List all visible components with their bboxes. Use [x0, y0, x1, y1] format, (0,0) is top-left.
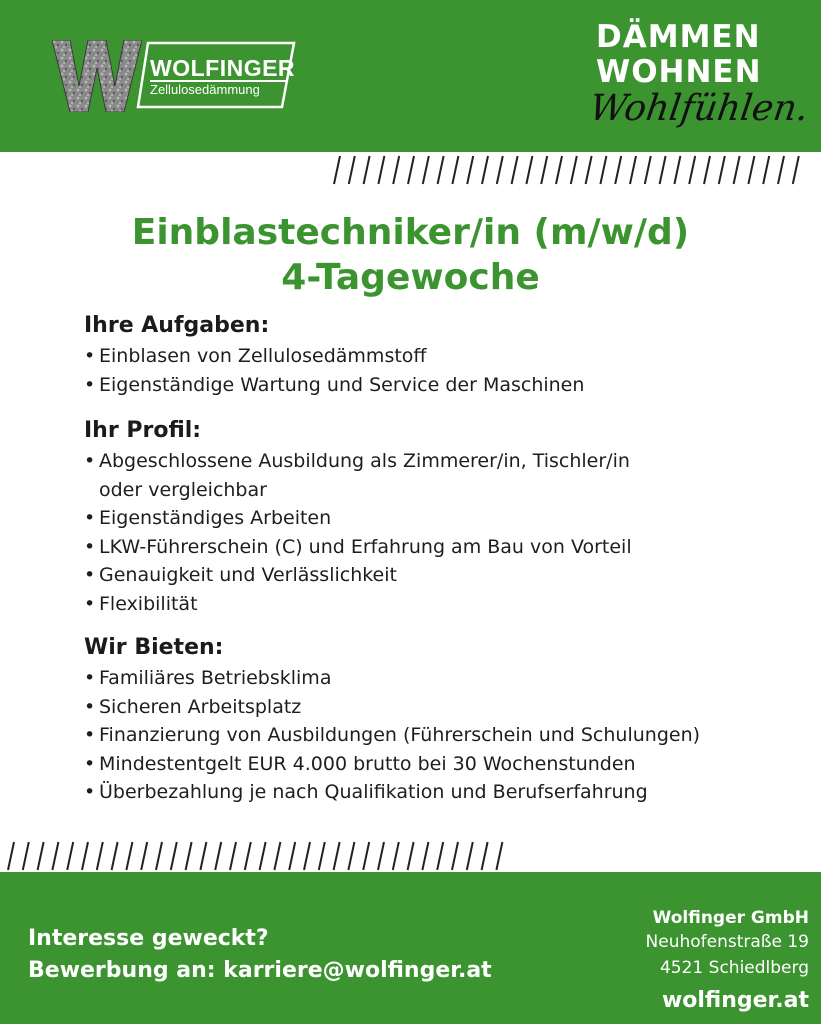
stripe-line: [704, 156, 710, 184]
stripe-line: [467, 156, 473, 184]
cta-question: Interesse geweckt?: [28, 926, 269, 951]
stripes-divider-bottom: [4, 838, 509, 874]
stripe-line: [67, 842, 73, 870]
stripe-line: [378, 842, 384, 870]
stripe-line: [674, 156, 680, 184]
list-item: [84, 447, 632, 504]
stripe-line: [467, 842, 473, 870]
stripe-line: [689, 156, 695, 184]
list-item-continuation: oder vergleichbar: [99, 478, 267, 501]
stripe-line: [748, 156, 754, 184]
stripe-line: [408, 842, 414, 870]
stripe-line: [571, 156, 577, 184]
stripe-line: [586, 156, 592, 184]
stripe-line: [171, 842, 177, 870]
stripe-line: [364, 156, 370, 184]
stripe-line: [141, 842, 147, 870]
stripe-line: [348, 842, 354, 870]
stripe-line: [289, 842, 295, 870]
stripe-line: [23, 842, 29, 870]
stripe-line: [482, 156, 488, 184]
stripe-line: [778, 156, 784, 184]
list-item: • Flexibilität: [84, 590, 632, 619]
stripe-line: [112, 842, 118, 870]
stripe-line: [452, 842, 458, 870]
list-item: • Einblasen von Zellulosedämmstoff: [84, 342, 584, 371]
list-item: • Überbezahlung je nach Qualifikation und Berufserfahrung: [84, 778, 700, 807]
stripe-line: [52, 842, 58, 870]
slogan-line-3: Wohlfühlen.: [587, 88, 811, 129]
stripe-line: [541, 156, 547, 184]
list-item: • Finanzierung von Ausbildungen (Führerschein und Schulungen): [84, 721, 700, 750]
cta-application-email[interactable]: Bewerbung an: karriere@wolfinger.at: [28, 958, 492, 983]
stripe-line: [630, 156, 636, 184]
company-name: Wolfinger GmbH: [652, 908, 809, 928]
offer-heading: Wir Bieten:: [84, 635, 224, 660]
stripe-line: [200, 842, 206, 870]
stripe-line: [82, 842, 88, 870]
stripe-line: [334, 842, 340, 870]
stripe-line: [97, 842, 103, 870]
stripe-line: [615, 156, 621, 184]
stripe-line: [497, 156, 503, 184]
list-item: • Sicheren Arbeitsplatz: [84, 693, 700, 722]
stripe-line: [482, 842, 488, 870]
offer-list: [84, 664, 700, 807]
list-item: • Eigenständiges Arbeiten: [84, 504, 632, 533]
slogan-line-2: WOHNEN: [596, 54, 762, 90]
profile-heading: Ihr Profil:: [84, 418, 202, 443]
stripe-line: [763, 156, 769, 184]
stripe-line: [156, 842, 162, 870]
stripe-line: [422, 842, 428, 870]
list-item-text: Abgeschlossene Ausbildung als Zimmerer/in, Tischler/in: [99, 450, 630, 472]
stripes-divider-top: [330, 152, 810, 188]
stripe-line: [393, 156, 399, 184]
list-item: • Familiäres Betriebsklima: [84, 664, 700, 693]
stripe-line: [319, 842, 325, 870]
stripe-line: [512, 156, 518, 184]
list-item: • LKW-Führerschein (C) und Erfahrung am Bau von Vorteil: [84, 533, 632, 562]
website-link[interactable]: wolfinger.at: [661, 988, 809, 1013]
list-item: • Mindestentgelt EUR 4.000 brutto bei 30 Wochenstunden: [84, 750, 700, 779]
stripe-line: [408, 156, 414, 184]
stripe-line: [334, 156, 340, 184]
slogan-line-1: DÄMMEN: [596, 19, 761, 55]
stripe-line: [423, 156, 429, 184]
stripe-line: [734, 156, 740, 184]
stripe-line: [38, 842, 44, 870]
stripe-line: [393, 842, 399, 870]
stripe-line: [215, 842, 221, 870]
job-title: Einblastechniker/in (m/w/d): [131, 212, 690, 253]
stripe-line: [274, 842, 280, 870]
stripe-line: [556, 156, 562, 184]
profile-list: [84, 447, 632, 618]
stripe-line: [230, 842, 236, 870]
stripe-line: [245, 842, 251, 870]
stripe-line: [437, 842, 443, 870]
logo-name: WOLFINGER: [150, 55, 296, 81]
stripe-line: [719, 156, 725, 184]
job-subtitle: 4-Tagewoche: [281, 257, 540, 298]
tasks-heading: Ihre Aufgaben:: [84, 313, 270, 338]
company-city: 4521 Schiedlberg: [659, 958, 809, 978]
list-item: • Eigenständige Wartung und Service der Maschinen: [84, 371, 584, 400]
stripe-line: [378, 156, 384, 184]
stripe-line: [8, 842, 14, 870]
stripe-line: [793, 156, 799, 184]
stripe-line: [304, 842, 310, 870]
stone-w-logo-icon: [52, 40, 142, 112]
stripe-line: [126, 842, 132, 870]
stripe-line: [660, 156, 666, 184]
stripe-line: [260, 842, 266, 870]
tasks-list: [84, 342, 584, 399]
stripe-line: [496, 842, 502, 870]
stripe-line: [363, 842, 369, 870]
stripe-line: [452, 156, 458, 184]
list-item: • Genauigkeit und Verlässlichkeit: [84, 561, 632, 590]
logo-subtitle: Zellulosedämmung: [150, 82, 260, 97]
stripe-line: [645, 156, 651, 184]
stripe-line: [349, 156, 355, 184]
stripe-line: [600, 156, 606, 184]
stripe-line: [438, 156, 444, 184]
company-street: Neuhofenstraße 19: [645, 932, 809, 952]
stripe-line: [526, 156, 532, 184]
stripe-line: [186, 842, 192, 870]
